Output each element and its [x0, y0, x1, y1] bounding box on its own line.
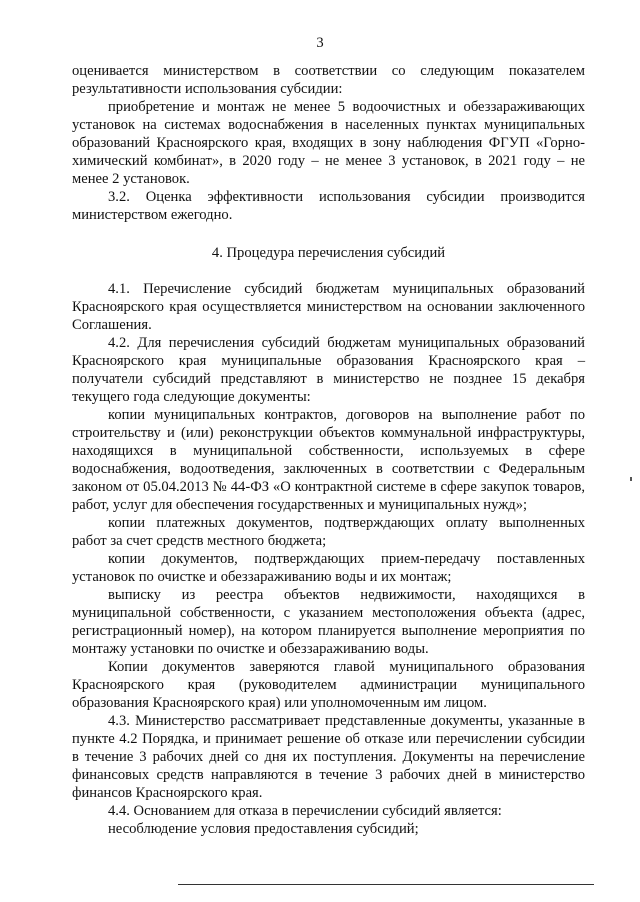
paragraph: 4.4. Основанием для отказа в перечислении субсидий является: — [108, 803, 502, 819]
paragraph: 4.2. Для перечисления субсидий бюджетам муниципальных образований Красноярского края муниципальные образования Красноярского края – получатели субсидий представляют в министерство не позднее 15 декабря текущего года следующие документы: — [72, 335, 585, 405]
paragraph: копии платежных документов, подтверждающих оплату выполненных работ за счет средств местного бюджета; — [72, 515, 585, 549]
paragraph: оценивается министерством в соответствии со следующим показателем результативности использования субсидии: — [72, 63, 585, 97]
paragraph: 3.2. Оценка эффективности использования субсидии производится министерством ежегодно. — [72, 189, 585, 223]
paragraph: приобретение и монтаж не менее 5 водоочистных и обеззараживающих установок на системах водоснабжения в населенных пунктах муниципальных образований Красноярского края, входящих в зону наблюдения ФГУП «Горно-химический комбинат», в 2020 году – не менее 3 установок, в 2021 году – не менее 2 установок. — [72, 99, 585, 187]
section-heading: 4. Процедура перечисления субсидий — [211, 245, 446, 261]
scan-speck — [630, 477, 632, 481]
page-number: 3 — [316, 35, 324, 51]
page-body — [72, 62, 585, 838]
paragraph: 4.3. Министерство рассматривает представленные документы, указанные в пункте 4.2 Порядка, и принимает решение об отказе или перечислении субсидии в течение 3 рабочих дней со дня их поступления. Документы на перечисление финансовых средств направляются в течение 3 рабочих дней в министерство финансов Красноярского края. — [72, 713, 585, 801]
paragraph: несоблюдение условия предоставления субсидий; — [108, 821, 419, 837]
footer-rule — [178, 884, 594, 885]
paragraph: Копии документов заверяются главой муниципального образования Красноярского края (руководителем администрации муниципального образования Красноярского края) или уполномоченным им лицом. — [72, 659, 585, 711]
paragraph: 4.1. Перечисление субсидий бюджетам муниципальных образований Красноярского края осуществляется министерством на основании заключенного Соглашения. — [72, 281, 585, 333]
paragraph: выписку из реестра объектов недвижимости, находящихся в муниципальной собственности, с указанием местоположения объекта (адрес, регистрационный номер), на котором планируется выполнение мероприятия по монтажу установки по очистке и обеззараживанию воды. — [72, 587, 585, 657]
paragraph: копии документов, подтверждающих прием-передачу поставленных установок по очистке и обеззараживанию воды и их монтаж; — [72, 551, 585, 585]
paragraph: копии муниципальных контрактов, договоров на выполнение работ по строительству и (или) реконструкции объектов коммунальной инфраструктуры, находящихся в муниципальной собственности, используемых в сфере водоснабжения, водоотведения, заключенных в соответствии с Федеральным законом от 05.04.2013 № 44-ФЗ «О контрактной системе в сфере закупок товаров, работ, услуг для обеспечения государственных и муниципальных нужд»; — [72, 407, 585, 513]
